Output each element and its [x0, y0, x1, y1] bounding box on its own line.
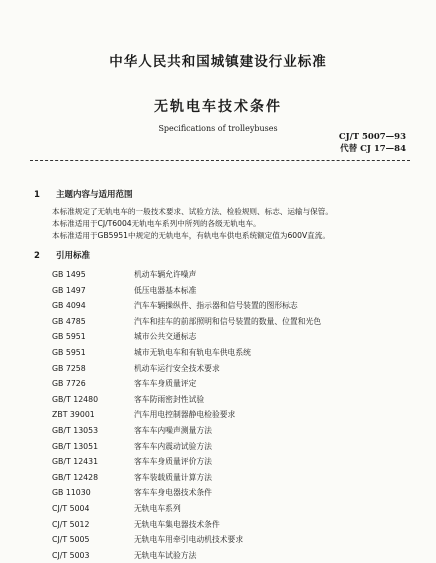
reference-item	[52, 361, 422, 377]
reference-item	[52, 345, 422, 361]
paragraph: 本标准规定了无轨电车的一般技术要求、试验方法、检验规则、标志、运输与保管。	[52, 207, 333, 216]
reference-title: 机动车辆允许噪声	[134, 270, 197, 279]
reference-title: 城市无轨电车和有轨电车供电系统	[134, 347, 251, 357]
reference-code: GB 5951	[52, 332, 86, 342]
reference-title: 汽车车辆操纵件、指示器和信号装置的图形标志	[134, 301, 298, 311]
reference-list	[52, 267, 422, 563]
reference-item	[52, 298, 422, 314]
reference-item	[52, 283, 422, 299]
standard-number: CJ/T 5007—93	[338, 132, 406, 142]
standard-number-block	[339, 131, 406, 155]
reference-item	[52, 267, 422, 283]
reference-code: GB 1495	[52, 270, 86, 279]
section-number: 2	[34, 251, 40, 261]
reference-item	[52, 392, 422, 408]
reference-item	[52, 314, 422, 330]
reference-code: GB 4785	[52, 316, 86, 326]
reference-item	[52, 548, 422, 563]
section-number: 1	[34, 190, 40, 200]
reference-title: 客车车内震动试验方法	[134, 441, 212, 451]
reference-code: CJ/T 5005	[52, 535, 90, 545]
replaces-standard: 代替 CJ 17—84	[340, 144, 406, 154]
reference-title: 无轨电车系列	[134, 503, 181, 513]
reference-title: 客车装载质量计算方法	[134, 472, 212, 482]
reference-title: 无轨电车试验方法	[134, 550, 197, 560]
reference-item	[52, 407, 422, 423]
reference-code: GB 7258	[52, 363, 86, 373]
reference-title: 机动车运行安全技术要求	[134, 363, 220, 373]
issuer-heading: 中华人民共和国城镇建设行业标准	[109, 54, 327, 70]
reference-item	[52, 470, 422, 486]
reference-code: GB/T 12428	[52, 472, 99, 482]
reference-code: GB/T 13053	[52, 425, 99, 435]
reference-item	[52, 485, 422, 501]
reference-code: GB/T 12431	[52, 457, 99, 467]
section-1-heading	[34, 188, 133, 200]
section-2-heading	[34, 249, 90, 261]
reference-code: ZBT 39001	[52, 410, 95, 420]
section-title: 引用标准	[56, 251, 91, 261]
reference-code: CJ/T 5012	[52, 519, 90, 529]
reference-title: 无轨电车用牵引电动机技术要求	[134, 535, 244, 545]
reference-code: GB 5951	[52, 347, 86, 357]
reference-code: GB 11030	[52, 488, 91, 498]
reference-item	[52, 454, 422, 470]
reference-item	[52, 532, 422, 548]
paragraph: 本标准适用于CJ/T6004无轨电车系列中所列的各级无轨电车。	[52, 219, 261, 228]
document-title: 无轨电车技术条件	[154, 99, 282, 115]
reference-title: 无轨电车集电器技术条件	[134, 519, 220, 529]
reference-code: GB 4094	[52, 301, 86, 311]
section-title: 主题内容与适用范围	[56, 190, 133, 200]
reference-title: 客车车身质量评价方法	[134, 457, 212, 467]
reference-code: GB/T 12480	[52, 394, 99, 404]
reference-item	[52, 439, 422, 455]
header-divider	[30, 160, 410, 161]
reference-code: GB 7726	[52, 379, 86, 389]
reference-title: 低压电器基本标准	[134, 285, 197, 295]
reference-item	[52, 423, 422, 439]
reference-title: 客车车内噪声测量方法	[134, 425, 212, 435]
reference-code: GB/T 13051	[52, 441, 99, 451]
paragraph: 本标准适用于GB5951中规定的无轨电车，有轨电车供电系统额定值为600V直流。	[52, 231, 330, 240]
reference-title: 汽车和挂车的前部照明和信号装置的数量、位置和光色	[134, 316, 322, 326]
reference-item	[52, 517, 422, 533]
reference-item	[52, 376, 422, 392]
reference-title: 城市公共交通标志	[134, 332, 197, 342]
reference-item	[52, 501, 422, 517]
reference-item	[52, 329, 422, 345]
reference-title: 客车车身质量评定	[134, 379, 197, 389]
english-title: Specifications of trolleybuses	[158, 124, 278, 133]
reference-code: CJ/T 5004	[52, 503, 90, 513]
reference-title: 客车防雨密封性试验	[134, 394, 205, 404]
reference-code: GB 1497	[52, 285, 86, 295]
reference-title: 客车车身电器技术条件	[134, 488, 212, 498]
reference-code: CJ/T 5003	[52, 550, 90, 560]
reference-title: 汽车用电控制器静电检验要求	[134, 410, 236, 420]
